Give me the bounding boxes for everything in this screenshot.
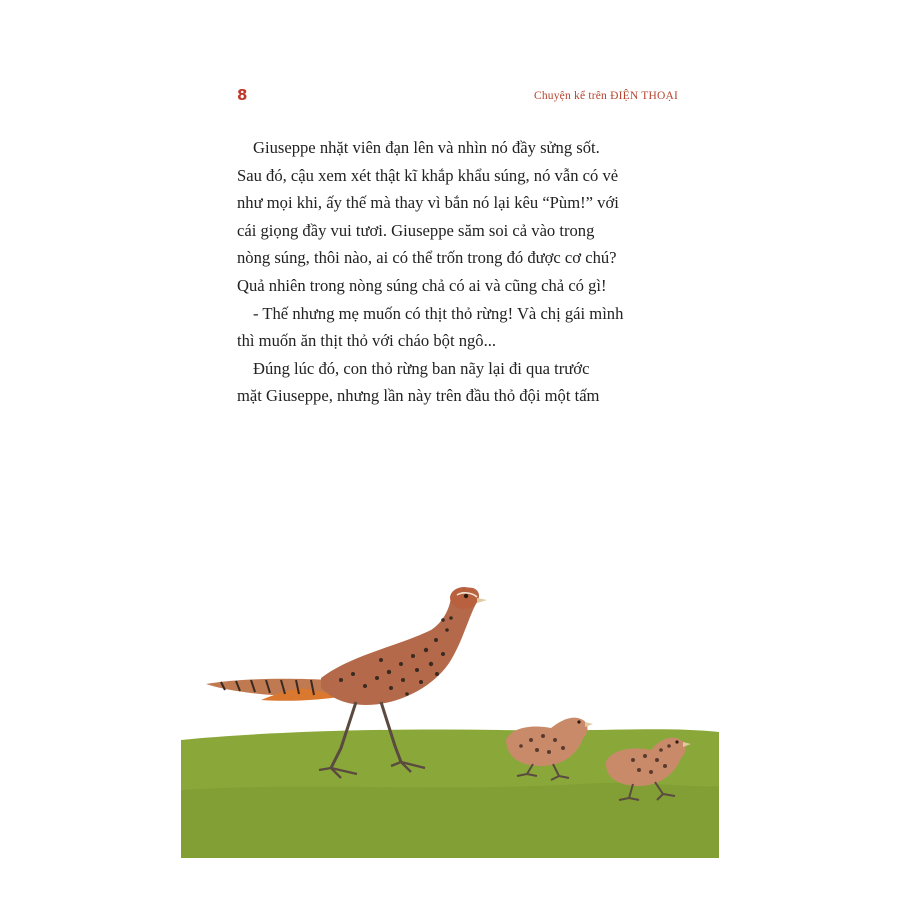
running-title: Chuyện kể trên ĐIỆN THOẠI	[533, 90, 678, 102]
text-line: Đúng lúc đó, con thỏ rừng ban nãy lại đi qua trước	[253, 358, 590, 378]
chick-beak	[585, 722, 593, 727]
text-line: như mọi khi, ấy thế mà thay vì bắn nó lại kêu “Pùm!” với	[237, 193, 619, 213]
grass-shade	[181, 783, 719, 858]
paragraph-3-cont	[237, 382, 677, 410]
bird-head	[450, 587, 478, 609]
illustration-partridge-family	[181, 560, 719, 858]
paragraph-1	[237, 134, 677, 162]
bird-eye	[464, 594, 468, 598]
text-line: - Thế nhưng mẹ muốn có thịt thỏ rừng! Và chị gái mình	[253, 303, 624, 323]
paragraph-2-cont	[237, 327, 677, 355]
chick-eye	[675, 740, 678, 743]
text-line: Giuseppe nhặt viên đạn lên và nhìn nó đầy sửng sốt.	[253, 138, 600, 157]
text-line: Quả nhiên trong nòng súng chả có ai và cũng chả có gì!	[237, 275, 607, 295]
chick-eye	[577, 720, 580, 723]
paragraph-3	[237, 355, 677, 383]
paragraph-1-cont	[237, 162, 677, 300]
body-text	[237, 134, 677, 410]
text-line: Sau đó, cậu xem xét thật kĩ khắp khẩu súng, nó vẫn có vẻ	[237, 165, 619, 185]
text-line: cái giọng đầy vui tươi. Giuseppe săm soi cả vào trong	[237, 220, 595, 240]
text-line: nòng súng, thôi nào, ai có thể trốn trong đó được cơ chú?	[237, 248, 617, 268]
paragraph-2	[237, 300, 677, 328]
bird-beak	[477, 598, 487, 603]
text-line: thì muốn ăn thịt thỏ với cháo bột ngô...	[237, 331, 497, 351]
page-number: 8	[237, 86, 248, 104]
text-line: mặt Giuseppe, nhưng lần này trên đầu thỏ đội một tấm	[237, 386, 600, 406]
